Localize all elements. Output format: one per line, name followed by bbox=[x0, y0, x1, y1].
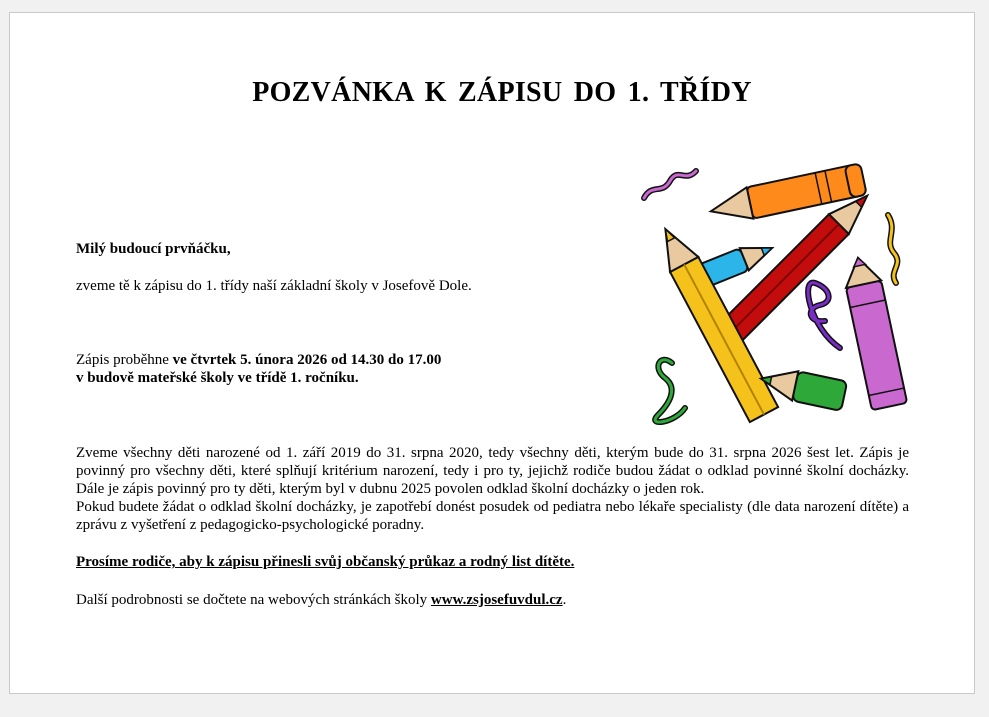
when-place: v budově mateřské školy ve třídě 1. ročníku. bbox=[76, 370, 359, 386]
more-prefix: Další podrobnosti se dočtete na webových stránkách školy bbox=[76, 592, 431, 608]
info-line-2: Pokud budete žádat o odklad školní docházky, je zapotřebí donést posudek od pediatra nebo lékaře specialisty (dle data narození dítěte) a zprávu z vyšetření z pedagogicko-psychologické poradny. bbox=[76, 499, 909, 533]
more-info bbox=[76, 591, 566, 609]
info-paragraph bbox=[76, 444, 909, 534]
greeting: Milý budoucí prvňáčku, bbox=[76, 241, 231, 257]
documents-note: Prosíme rodiče, aby k zápisu přinesli svůj občanský průkaz a rodný list dítěte. bbox=[76, 554, 575, 570]
document-page bbox=[9, 12, 975, 694]
when-date-time: ve čtvrtek 5. února 2026 od 14.30 do 17.00 bbox=[172, 352, 442, 368]
pencils-illustration-icon bbox=[630, 153, 920, 428]
invite-text: zveme tě k zápisu do 1. třídy naší základní školy v Josefově Dole. bbox=[76, 278, 472, 294]
page-title: POZVÁNKA K ZÁPISU DO 1. TŘÍDY bbox=[252, 77, 752, 108]
more-suffix: . bbox=[562, 592, 567, 608]
enrollment-when bbox=[76, 351, 441, 387]
when-prefix: Zápis proběhne bbox=[76, 352, 173, 368]
website-link[interactable]: www.zsjosefuvdul.cz bbox=[430, 592, 563, 608]
info-line-1: Zveme všechny děti narozené od 1. září 2019 do 31. srpna 2020, tedy všechny děti, kterým bude do 31. srpna 2026 šest let. Zápis je povinný pro všechny děti, které splňují kritérium narození, tedy i pro ty, jejichž rodiče budou žádat o odklad povinné školní docházky. Dále je zápis povinný pro ty děti, kterým byl v dubnu 2025 povolen odklad školní docházky o jeden rok. bbox=[76, 445, 909, 497]
